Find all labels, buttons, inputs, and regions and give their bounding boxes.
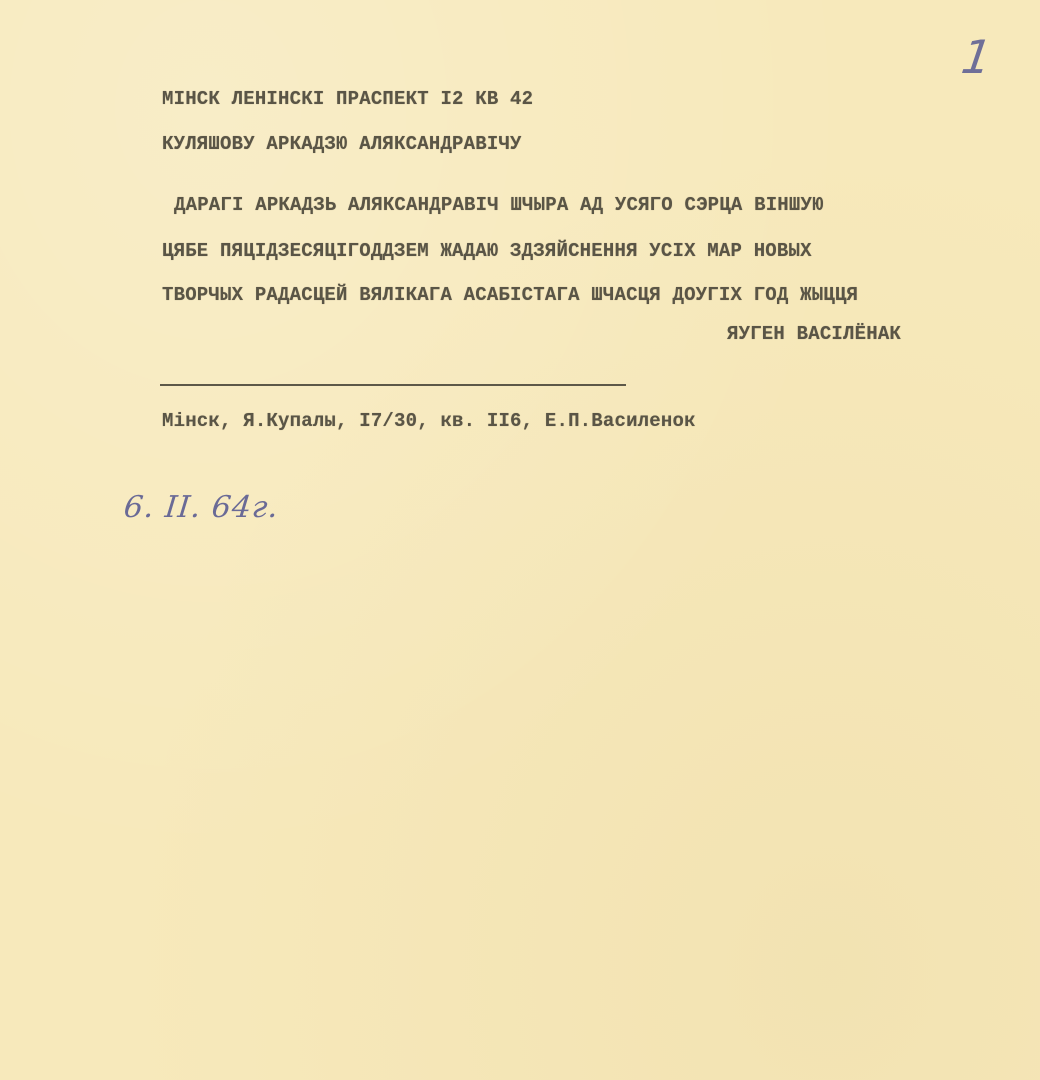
separator-line bbox=[160, 384, 626, 386]
telegram-recipient-line: КУЛЯШОВУ АРКАДЗЮ АЛЯКСАНДРАВІЧУ bbox=[162, 133, 522, 155]
handwritten-date: 6. II. 64г. bbox=[122, 490, 281, 525]
telegram-body-line-3: ТВОРЧЫХ РАДАСЦЕЙ ВЯЛІКАГА АСАБІСТАГА ШЧАСЦЯ ДОУГІХ ГОД ЖЫЦЦЯ bbox=[162, 284, 859, 306]
telegram-address-line: МІНСК ЛЕНІНСКІ ПРАСПЕКТ І2 КВ 42 bbox=[162, 88, 534, 110]
telegram-body-line-2: ЦЯБЕ ПЯЦІДЗЕСЯЦІГОДДЗЕМ ЖАДАЮ ЗДЗЯЙСНЕННЯ УСІХ МАР НОВЫХ bbox=[162, 240, 812, 262]
telegram-body-line-1: ДАРАГІ АРКАДЗЬ АЛЯКСАНДРАВІЧ ШЧЫРА АД УСЯГО СЭРЦА ВІНШУЮ bbox=[174, 194, 824, 216]
handwritten-page-number: 1 bbox=[958, 30, 996, 84]
telegram-signature: ЯУГЕН ВАСІЛЁНАК bbox=[727, 323, 902, 345]
sender-address: Мінск, Я.Купалы, І7/30, кв. ІІ6, Е.П.Василенок bbox=[162, 410, 696, 432]
